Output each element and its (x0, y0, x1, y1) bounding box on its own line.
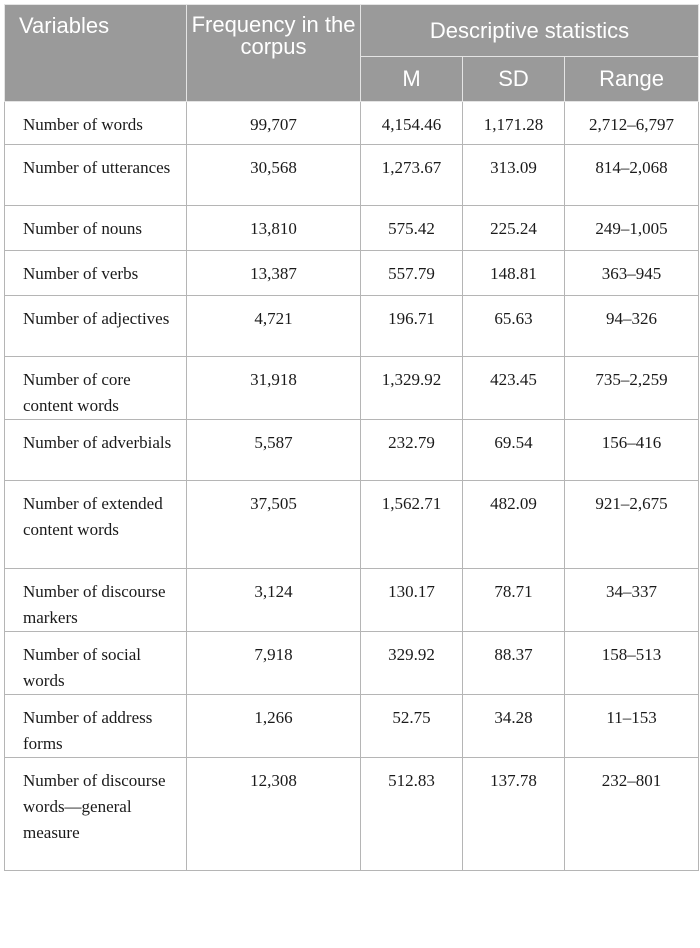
sd-cell: 313.09 (463, 145, 565, 206)
range-cell: 735–2,259 (565, 357, 699, 420)
table-row (5, 569, 699, 632)
table-row (5, 206, 699, 251)
row-label: Number of extended content words (5, 481, 187, 569)
table-row (5, 357, 699, 420)
mean-cell: 1,273.67 (361, 145, 463, 206)
range-cell: 34–337 (565, 569, 699, 632)
range-cell: 94–326 (565, 296, 699, 357)
row-label: Number of discourse markers (5, 569, 187, 632)
header-descriptive-statistics: Descriptive statistics (361, 5, 699, 57)
table-body (5, 102, 699, 871)
row-label: Number of social words (5, 632, 187, 695)
mean-cell: 232.79 (361, 420, 463, 481)
mean-cell: 1,562.71 (361, 481, 463, 569)
table-row (5, 296, 699, 357)
sd-cell: 34.28 (463, 695, 565, 758)
frequency-cell: 5,587 (187, 420, 361, 481)
header-variables: Variables (5, 5, 187, 102)
statistics-table (4, 4, 699, 871)
frequency-cell: 99,707 (187, 102, 361, 145)
sd-cell: 148.81 (463, 251, 565, 296)
mean-cell: 52.75 (361, 695, 463, 758)
frequency-cell: 13,387 (187, 251, 361, 296)
row-label: Number of adjectives (5, 296, 187, 357)
row-label: Number of discourse words—general measure (5, 758, 187, 871)
sd-cell: 65.63 (463, 296, 565, 357)
frequency-cell: 4,721 (187, 296, 361, 357)
sd-cell: 78.71 (463, 569, 565, 632)
row-label: Number of utterances (5, 145, 187, 206)
frequency-cell: 37,505 (187, 481, 361, 569)
table-row (5, 102, 699, 145)
range-cell: 232–801 (565, 758, 699, 871)
frequency-cell: 12,308 (187, 758, 361, 871)
sd-cell: 225.24 (463, 206, 565, 251)
row-label: Number of words (5, 102, 187, 145)
table-row (5, 420, 699, 481)
mean-cell: 196.71 (361, 296, 463, 357)
table-row (5, 695, 699, 758)
table-row (5, 632, 699, 695)
frequency-cell: 30,568 (187, 145, 361, 206)
sd-cell: 423.45 (463, 357, 565, 420)
range-cell: 921–2,675 (565, 481, 699, 569)
range-cell: 814–2,068 (565, 145, 699, 206)
frequency-cell: 13,810 (187, 206, 361, 251)
mean-cell: 130.17 (361, 569, 463, 632)
range-cell: 363–945 (565, 251, 699, 296)
mean-cell: 575.42 (361, 206, 463, 251)
table-row (5, 145, 699, 206)
sd-cell: 482.09 (463, 481, 565, 569)
range-cell: 2,712–6,797 (565, 102, 699, 145)
sd-cell: 88.37 (463, 632, 565, 695)
table-header (5, 5, 699, 102)
frequency-cell: 1,266 (187, 695, 361, 758)
mean-cell: 557.79 (361, 251, 463, 296)
row-label: Number of adverbials (5, 420, 187, 481)
range-cell: 11–153 (565, 695, 699, 758)
sd-cell: 137.78 (463, 758, 565, 871)
range-cell: 158–513 (565, 632, 699, 695)
table-row (5, 251, 699, 296)
sd-cell: 1,171.28 (463, 102, 565, 145)
row-label: Number of verbs (5, 251, 187, 296)
row-label: Number of address forms (5, 695, 187, 758)
mean-cell: 329.92 (361, 632, 463, 695)
frequency-cell: 3,124 (187, 569, 361, 632)
table-row (5, 758, 699, 871)
frequency-cell: 31,918 (187, 357, 361, 420)
mean-cell: 4,154.46 (361, 102, 463, 145)
mean-cell: 512.83 (361, 758, 463, 871)
range-cell: 249–1,005 (565, 206, 699, 251)
row-label: Number of nouns (5, 206, 187, 251)
header-range: Range (565, 57, 699, 102)
range-cell: 156–416 (565, 420, 699, 481)
sd-cell: 69.54 (463, 420, 565, 481)
header-m: M (361, 57, 463, 102)
header-frequency: Frequency in the corpus (187, 5, 361, 102)
header-sd: SD (463, 57, 565, 102)
table-row (5, 481, 699, 569)
row-label: Number of core content words (5, 357, 187, 420)
mean-cell: 1,329.92 (361, 357, 463, 420)
frequency-cell: 7,918 (187, 632, 361, 695)
